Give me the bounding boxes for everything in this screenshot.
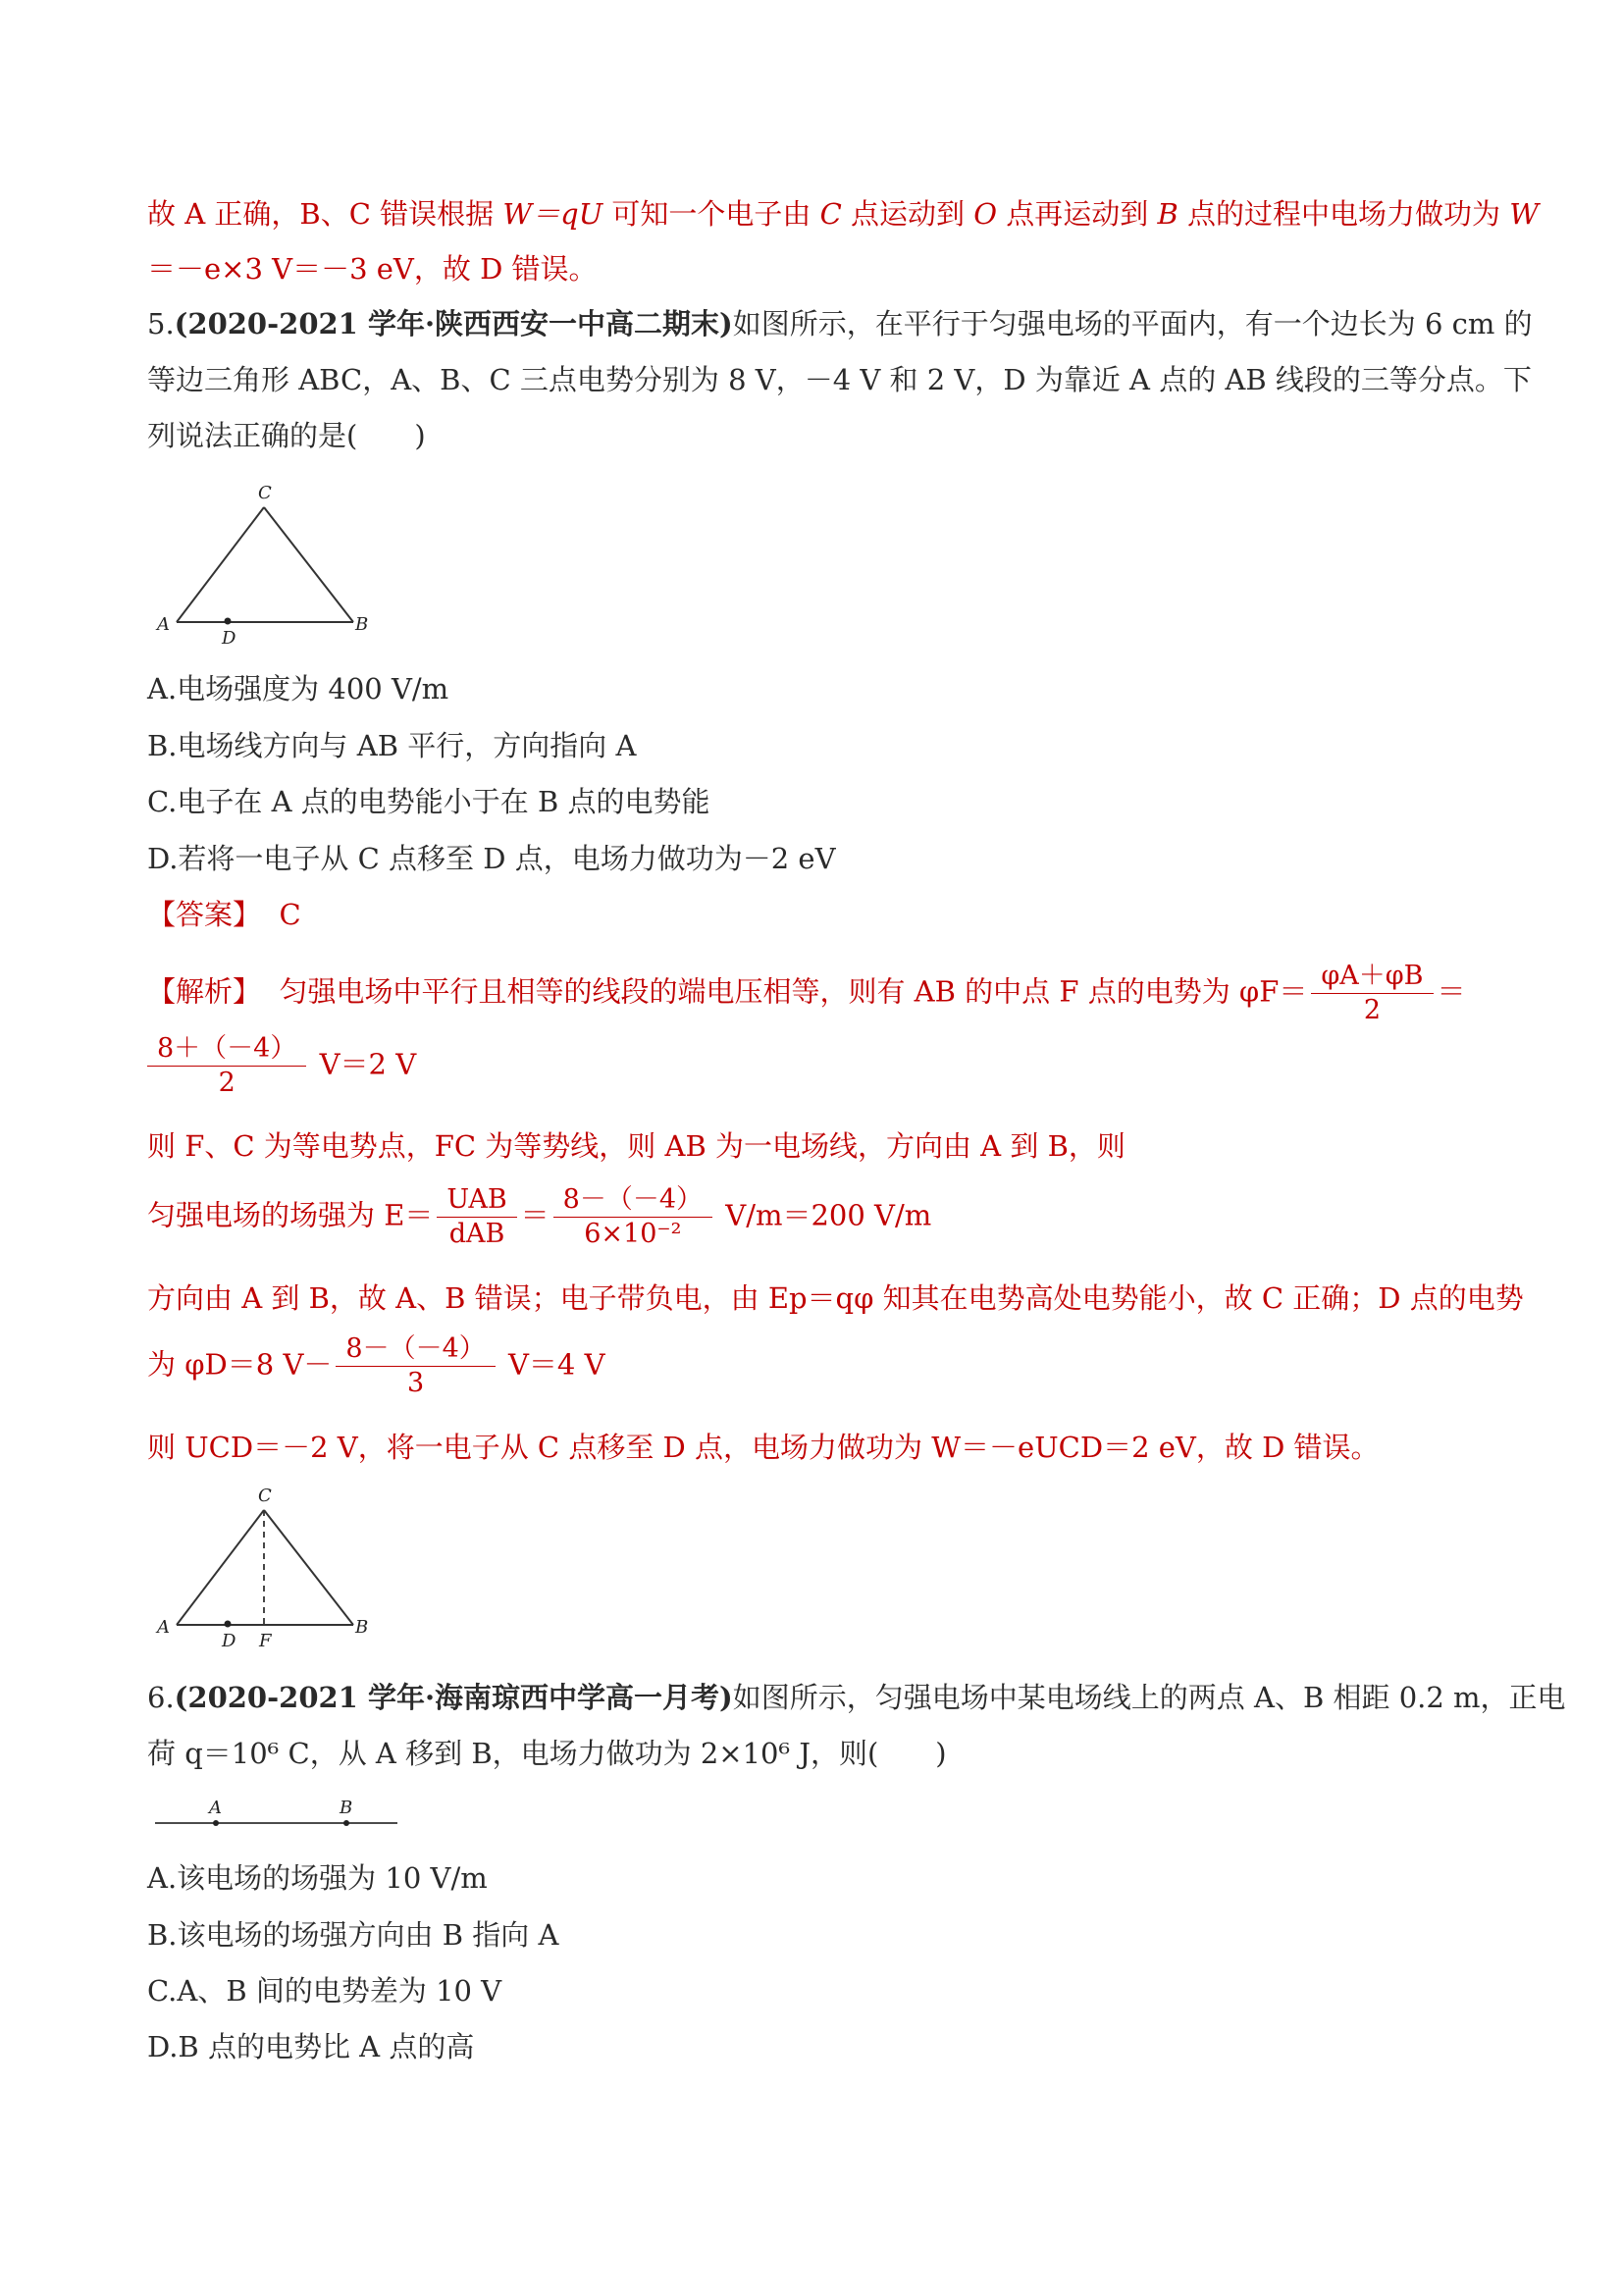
edge-ac: [177, 507, 264, 622]
q5-analysis-line-5: 方向由 A 到 B，故 A、B 错误；电子带负电，由 Ep＝qφ 知其在电势高处电势能小，故 C 正确；D 点的电势: [147, 1281, 1524, 1315]
fraction-denominator: 3: [406, 1368, 425, 1398]
q5-option-c: C.电子在 A 点的电势能小于在 B 点的电势能: [147, 785, 710, 818]
q5-analysis-line-3: 则 F、C 为等电势点，FC 为等势线，则 AB 为一电场线，方向由 A 到 B，则: [147, 1129, 1126, 1163]
q5-option-d: D.若将一电子从 C 点移至 D 点，电场力做功为－2 eV: [147, 842, 836, 875]
fraction-phi-d: [336, 1332, 495, 1400]
label-d: D: [222, 1631, 236, 1651]
point-label: C: [819, 197, 842, 231]
edge-cb: [264, 1510, 353, 1625]
fraction-phi: [1311, 960, 1433, 1027]
answer-value: C: [279, 898, 301, 931]
q5-tail-line-1: [147, 194, 1539, 234]
q5-stem-line-2: 等边三角形 ABC，A、B、C 三点电势分别为 8 V，－4 V 和 2 V，D 为靠近 A 点的 AB 线段的三等分点。下: [147, 363, 1532, 396]
label-a: A: [209, 1798, 222, 1818]
answer-label: 【答案】: [147, 898, 262, 931]
question-source: (2020-2021 学年·陕西西安一中高二期末): [174, 307, 733, 340]
q6-option-c: C.A、B 间的电势差为 10 V: [147, 1974, 502, 2008]
edge-cb: [264, 507, 353, 622]
point-label: O: [973, 197, 997, 231]
label-f: F: [259, 1631, 272, 1651]
label-b: B: [355, 614, 369, 635]
text-seg: 点运动到: [841, 197, 974, 231]
point-label: B: [1157, 197, 1178, 231]
label-a: A: [157, 614, 170, 635]
fraction-numerator: φA＋φB: [1311, 960, 1433, 994]
q5-tail-line-2: ＝－e×3 V＝－3 eV，故 D 错误。: [147, 252, 598, 286]
q6-stem-line-1: [147, 1678, 1566, 1717]
label-b: B: [355, 1617, 369, 1638]
q5-stem-line-3: 列说法正确的是( ): [147, 419, 426, 452]
q5-option-b: B.电场线方向与 AB 平行，方向指向 A: [147, 729, 637, 762]
q5-analysis-line-4: [147, 1183, 931, 1251]
stem-text: 如图所示，匀强电场中某电场线上的两点 A、B 相距 0.2 m，正电: [732, 1681, 1566, 1714]
fraction-value: [147, 1032, 306, 1100]
text-seg: 点的过程中电场力做功为: [1178, 197, 1510, 231]
q6-option-a: A.该电场的场强为 10 V/m: [147, 1861, 488, 1895]
phi-prefix: 为 φD＝8 V－: [147, 1347, 333, 1382]
fraction-u-d: [437, 1183, 516, 1251]
point-a: [213, 1820, 219, 1826]
fraction-denominator: 2: [218, 1068, 236, 1098]
edge-ac: [177, 1510, 264, 1625]
q6-field-line-figure: [147, 1790, 402, 1834]
q5-answer: [147, 895, 301, 934]
question-source: (2020-2021 学年·海南琼西中学高一月考): [174, 1681, 733, 1714]
formula: W: [1509, 197, 1539, 231]
q5-analysis-line-6: [147, 1332, 605, 1400]
fraction-numerator: 8－（－4）: [553, 1183, 712, 1218]
q5-stem-line-1: [147, 304, 1533, 343]
fraction-numerator: UAB: [437, 1183, 516, 1218]
fraction-numerator: 8＋（－4）: [147, 1032, 306, 1067]
text-seg: 可知一个电子由: [602, 197, 820, 231]
label-d: D: [222, 628, 236, 649]
q5-analysis-line-2: [147, 1032, 416, 1100]
q5-analysis-line-7: 则 UCD＝－2 V，将一电子从 C 点移至 D 点，电场力做功为 W＝－eUCD＝2 eV，故 D 错误。: [147, 1431, 1380, 1464]
q5-option-a: A.电场强度为 400 V/m: [147, 672, 449, 705]
analysis-label: 【解析】: [147, 974, 262, 1009]
question-number: 6.: [147, 1681, 175, 1714]
analysis-text: 匀强电场中平行且相等的线段的端电压相等，则有 AB 的中点 F 点的电势为 φF＝: [279, 974, 1308, 1009]
label-a: A: [157, 1617, 170, 1638]
text-seg: 故 A 正确，B、C 错误根据: [147, 197, 503, 231]
label-b: B: [340, 1798, 353, 1818]
point-b: [343, 1820, 349, 1826]
point-d: [225, 618, 232, 625]
point-d: [225, 1621, 232, 1628]
formula: W＝qU: [502, 197, 603, 231]
q6-stem-line-2: 荷 q＝10⁶ C，从 A 移到 B，电场力做功为 2×10⁶ J，则( ): [147, 1737, 947, 1770]
phi-result: V＝4 V: [507, 1347, 605, 1382]
fraction-denominator: 2: [1363, 995, 1382, 1025]
field-prefix: 匀强电场的场强为 E＝: [147, 1198, 434, 1232]
q5-triangle-figure: [147, 481, 383, 648]
fraction-denominator: dAB: [448, 1219, 505, 1249]
label-c: C: [258, 483, 272, 503]
equals-sign: ＝: [1437, 974, 1466, 1009]
fraction-field-value: [553, 1183, 712, 1251]
q6-option-b: B.该电场的场强方向由 B 指向 A: [147, 1918, 559, 1952]
q5-triangle-figure-2: [147, 1484, 383, 1650]
fraction-denominator: 6×10⁻²: [584, 1219, 682, 1249]
stem-text: 如图所示，在平行于匀强电场的平面内，有一个边长为 6 cm 的: [732, 307, 1533, 340]
equals-sign: ＝: [520, 1198, 550, 1232]
q5-analysis-line-1: [147, 960, 1466, 1027]
result-text: V＝2 V: [319, 1047, 417, 1081]
label-c: C: [258, 1486, 272, 1506]
field-result: V/m＝200 V/m: [725, 1198, 932, 1232]
text-seg: 点再运动到: [997, 197, 1158, 231]
question-number: 5.: [147, 307, 175, 340]
fraction-numerator: 8－（－4）: [336, 1332, 495, 1367]
q6-option-d: D.B 点的电势比 A 点的高: [147, 2030, 475, 2063]
